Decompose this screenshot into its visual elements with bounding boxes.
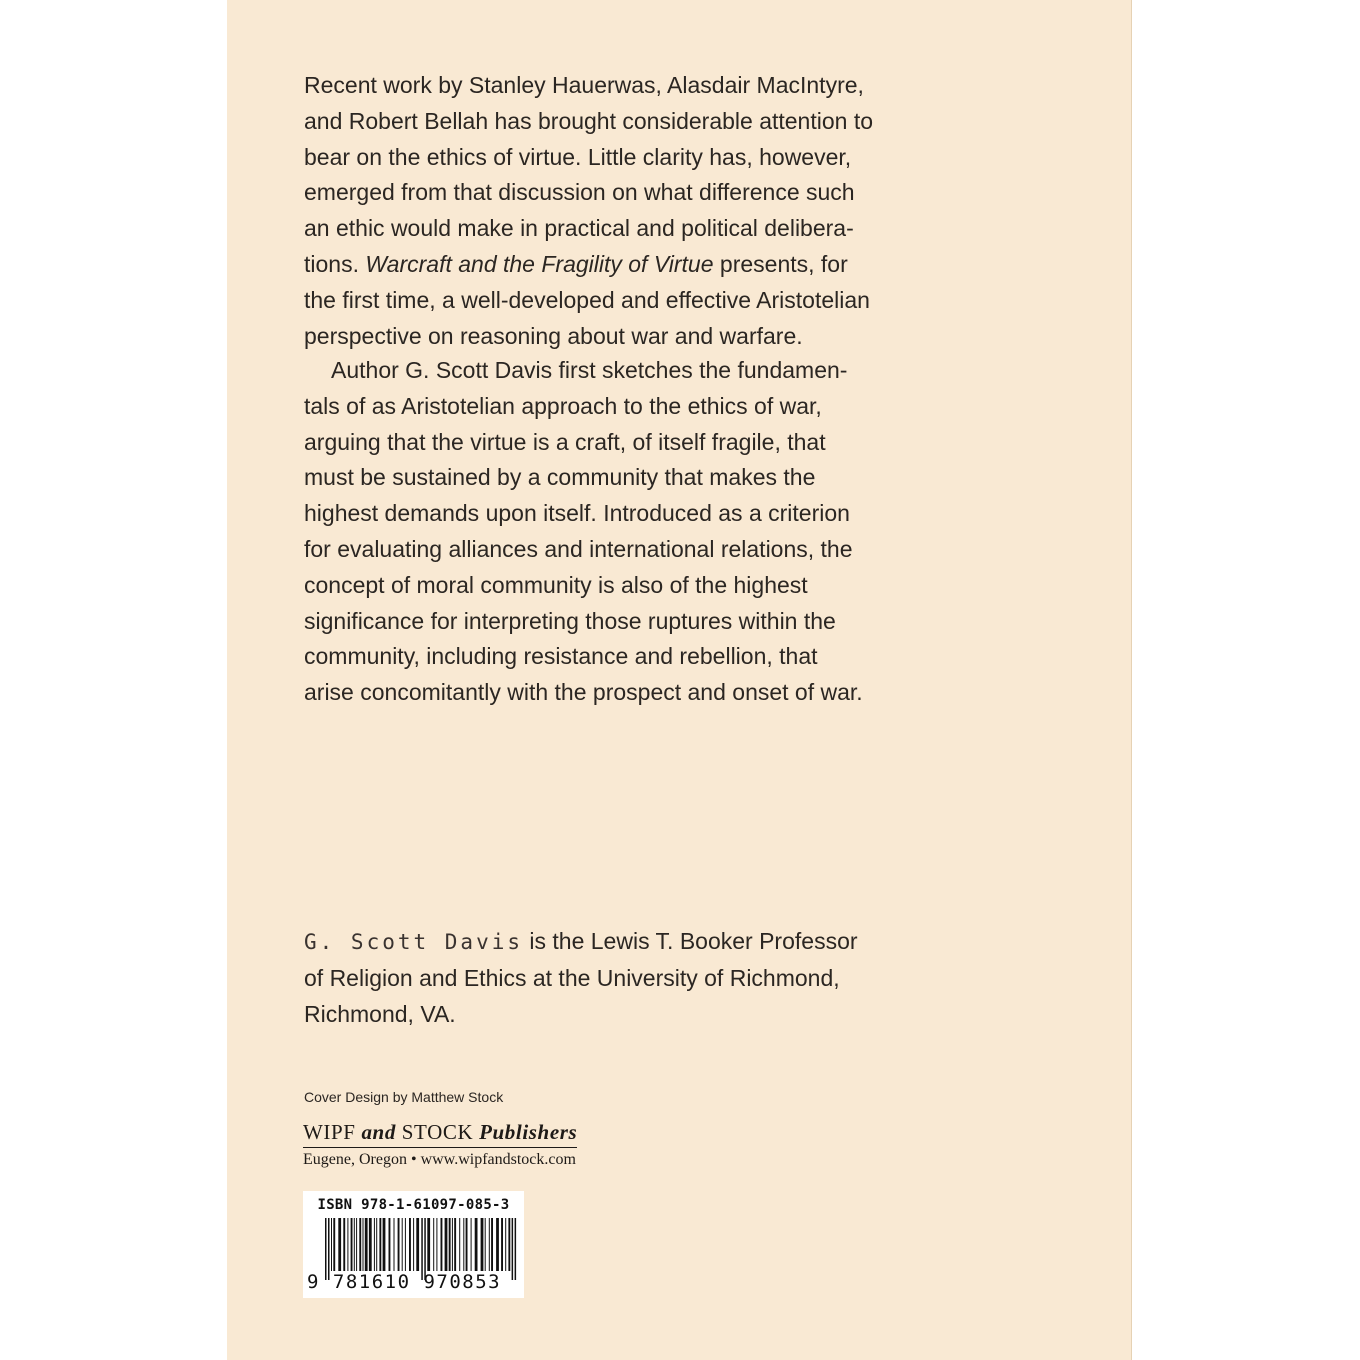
barcode-bar [398,1218,400,1271]
barcode-bar [383,1218,386,1271]
text-line: perspective on reasoning about war and warfare. [304,322,803,349]
barcode-bar [471,1218,472,1271]
barcode-bar [454,1218,456,1271]
text-fragment: is the Lewis T. Booker Professor [523,928,858,954]
isbn-label: ISBN 978-1-61097-085-3 [317,1197,510,1213]
text-line: bear on the ethics of virtue. Little clarity has, however, [304,143,852,170]
barcode-bar [466,1218,468,1271]
text-line: highest demands upon itself. Introduced as a criterion [304,500,850,527]
barcode-bar [481,1218,484,1271]
isbn-barcode [303,1191,524,1298]
barcode-bar [347,1218,348,1271]
description-paragraph-2 [304,353,934,711]
barcode-bar [459,1218,460,1271]
barcode-bar [463,1218,464,1271]
barcode-bar [405,1218,406,1271]
author-bio-line: Richmond, VA. [304,1000,456,1027]
barcode-bar [333,1218,335,1271]
barcode-bar [436,1218,437,1271]
barcode-bar [489,1218,490,1271]
book-title: Warcraft and the Fragility of Virtue [365,250,714,277]
barcode-bar [441,1218,443,1271]
publisher-name-part: Publishers [479,1120,578,1144]
text-line: an ethic would make in practical and political delibera- [304,215,854,242]
text-line: Author G. Scott Davis first sketches the fundamen- [331,357,848,383]
text-line: Recent work by Stanley Hauerwas, Alasdair MacIntyre, [304,72,864,98]
cover-design-credit: Cover Design by Matthew Stock [304,1089,504,1105]
text-line: significance for interpreting those ruptures within the [304,607,836,634]
text-fragment: tions. [304,250,366,277]
text-line-with-title [304,247,934,283]
text-line: tals of as Aristotelian approach to the ethics of war, [304,392,822,419]
barcode-bar [416,1218,419,1271]
barcode-bar [491,1218,493,1271]
author-name: G. Scott Davis [304,930,524,954]
barcode-bar [505,1218,506,1271]
barcode-bar [374,1218,375,1271]
barcode-bar [365,1218,368,1271]
text-line: concept of moral community is also of the highest [304,571,808,598]
publisher-name-part: and [361,1120,396,1144]
text-line: community, including resistance and rebellion, that [304,643,818,670]
publisher-logo [303,1120,613,1169]
barcode-bar [427,1218,430,1271]
publisher-name-part: WIPF [303,1120,362,1144]
barcode-bar [338,1218,341,1271]
barcode-bar [485,1218,486,1271]
text-line: for evaluating alliances and international relations, the [304,535,853,562]
barcode-digits: 9 781610 970853 [307,1271,502,1293]
barcode-bar [413,1218,414,1271]
publisher-location: Eugene, Oregon • www.wipfandstock.com [303,1151,576,1168]
author-bio-line [304,924,934,961]
barcode-bar [501,1218,503,1271]
barcode-bar [363,1218,364,1271]
barcode-bar [449,1218,451,1271]
author-bio [304,924,934,1032]
barcode-bar [354,1218,355,1271]
barcode-bar [343,1218,345,1271]
text-fragment: presents, for [713,250,848,277]
publisher-name-part: STOCK [395,1120,480,1144]
text-line: arguing that the virtue is a craft, of itself fragile, that [304,428,826,455]
barcode-bar [331,1218,332,1271]
barcode-bar [433,1218,434,1271]
author-bio-line: of Religion and Ethics at the University of Richmond, [304,964,840,991]
barcode-bar [496,1218,499,1271]
text-line: and Robert Bellah has brought considerable attention to [304,107,874,134]
barcode-bar [409,1218,411,1271]
barcode-bar [508,1218,510,1271]
barcode-bar [369,1218,372,1271]
text-line: emerged from that discussion on what difference such [304,179,855,206]
barcode-bar [356,1218,357,1271]
publisher-name [303,1120,577,1148]
text-line: the first time, a well-developed and effective Aristotelian [304,286,870,313]
barcode-bar [389,1218,391,1271]
barcode-bar [351,1218,353,1271]
barcode-bar [475,1218,478,1271]
barcode-bar [359,1218,361,1271]
text-line: must be sustained by a community that makes the [304,464,816,491]
text-line: arise concomitantly with the prospect and onset of war. [304,679,863,706]
description-paragraph-1 [304,68,934,354]
barcode-bar [445,1218,448,1271]
barcode-bar [402,1218,403,1271]
barcode-bar [394,1218,395,1271]
barcode-bar [379,1218,381,1271]
barcode-bar [452,1218,453,1271]
barcode-bar [376,1218,377,1271]
